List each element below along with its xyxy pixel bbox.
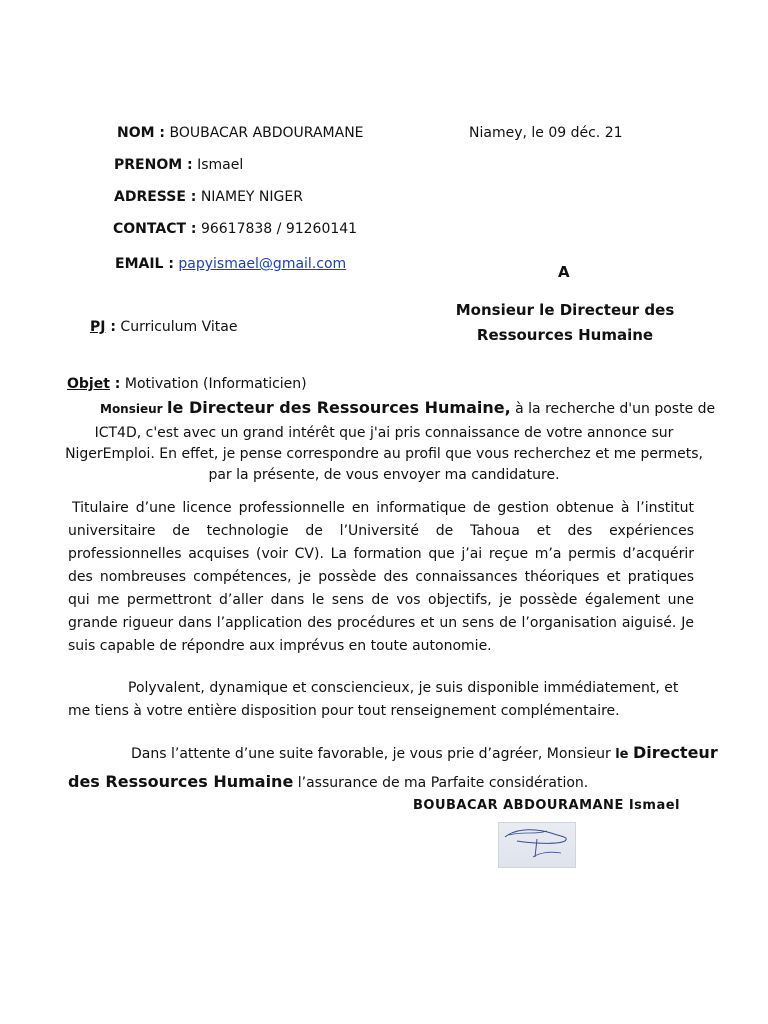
contact-line (113, 221, 357, 237)
place-date: Niamey, le 09 déc. 21 (469, 125, 623, 141)
closing-le: le (615, 747, 629, 762)
recipient-line2: Ressources Humaine (476, 326, 654, 344)
closing-rest: l’assurance de ma Parfaite considération. (297, 775, 589, 791)
objet-line (67, 376, 307, 392)
signature-image (498, 822, 576, 868)
signature-name: BOUBACAR ABDOURAMANE Ismael (413, 798, 681, 813)
pj-line (90, 319, 238, 335)
intro-line1-rest: à la recherche d'un poste de (515, 401, 716, 417)
prenom-label: PRENOM : (114, 157, 193, 173)
closing-text: Dans l’attente d’une suite favorable, je vous prie d’agréer, Monsieur (131, 746, 611, 762)
recipient-line1: Monsieur le Directeur des (455, 301, 675, 319)
recipient-block (435, 298, 695, 348)
signature-scribble (499, 823, 575, 867)
objet-label: Objet (67, 376, 110, 392)
adresse-label: ADRESSE : (114, 189, 197, 205)
body-paragraph-1: Titulaire d’une licence professionnelle en informatique de gestion obtenue à l’institut universitaire de technologie de l’Université de Tahoua et des expériences professionnelles acquises (voir CV). La formation que j’ai reçue m’a permis d’acquérir des nombreuses compétences, je possède des connaissances théoriques et pratiques qui me permettront d’aller dans le sens de vos objectifs, je possède également une grande rigueur dans l’application des procédures et un sens de l’organisation aiguisé. Je suis capable de répondre aux imprévus en toute autonomie. (68, 500, 694, 654)
intro-line4: par la présente, de vous envoyer ma candidature. (208, 467, 560, 483)
email-link[interactable]: papyismael@gmail.com (178, 256, 347, 272)
intro-line3: NigerEmploi. En effet, je pense correspondre au profil que vous recherchez et me permets, (65, 446, 703, 462)
contact-value: 96617838 / 91260141 (200, 221, 358, 237)
nom-line (117, 125, 364, 141)
prenom-line (114, 157, 243, 173)
email-line (115, 256, 346, 272)
recipient-a: A (558, 263, 570, 281)
nom-value: BOUBACAR ABDOURAMANE (169, 125, 364, 141)
nom-label: NOM : (117, 125, 166, 141)
closing-directeur: Directeur (632, 743, 718, 762)
intro-title: le Directeur des Ressources Humaine, (167, 398, 511, 417)
pj-sep: : (105, 319, 116, 335)
objet-sep: : (109, 376, 121, 392)
intro-line2: ICT4D, c'est avec un grand intérêt que j'ai pris connaissance de votre annonce sur (94, 425, 674, 441)
adresse-line (114, 189, 303, 205)
closing-line1 (131, 743, 718, 762)
email-label: EMAIL : (115, 256, 174, 272)
closing-title: des Ressources Humaine (68, 772, 294, 791)
intro-line1 (100, 398, 715, 417)
intro-monsieur: Monsieur (100, 402, 163, 416)
pj-value: Curriculum Vitae (120, 319, 238, 335)
contact-label: CONTACT : (113, 221, 197, 237)
body-paragraph-2-line2: me tiens à votre entière disposition pour tout renseignement complémentaire. (68, 703, 620, 719)
pj-label: PJ (90, 319, 106, 335)
body-paragraph-2-line1: Polyvalent, dynamique et consciencieux, je suis disponible immédiatement, et (128, 680, 679, 696)
prenom-value: Ismael (197, 157, 244, 173)
adresse-value: NIAMEY NIGER (200, 189, 303, 205)
closing-line2 (68, 772, 588, 791)
objet-value: Motivation (Informaticien) (124, 376, 307, 392)
